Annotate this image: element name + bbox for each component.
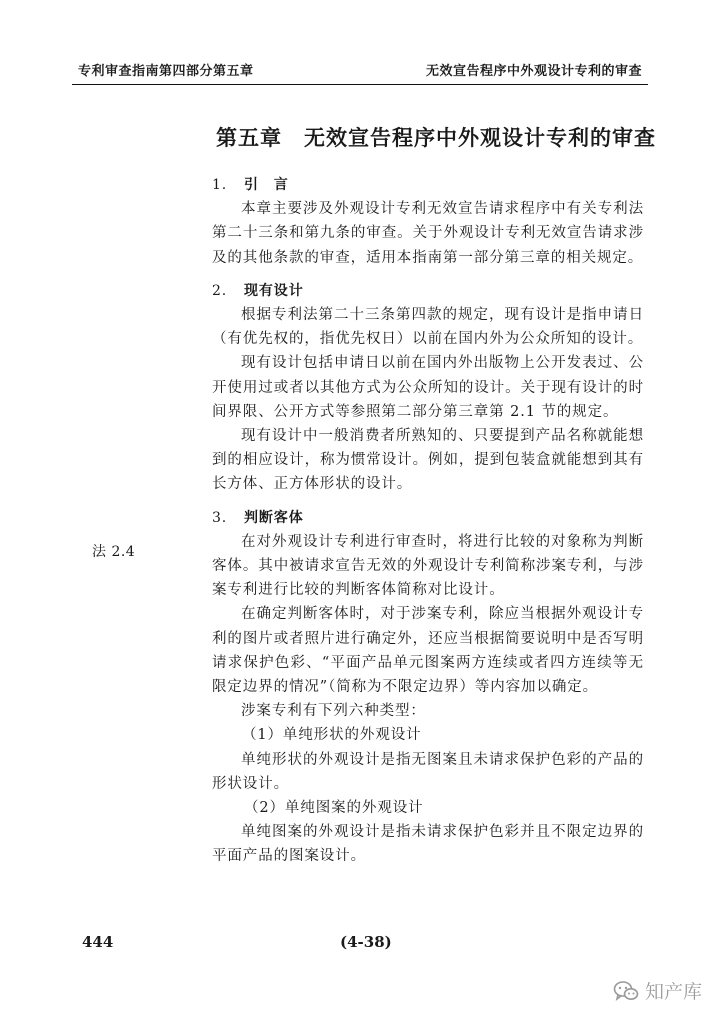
paragraph: 在确定判断客体时，对于涉案专利，除应当根据外观设计专利的图片或者照片进行确定外，还应当根据简要说明中是否写明请求保护色彩、“平面产品单元图案两方连续或者四方连续等无限定边界的情况”（简称为不限定边界）等内容加以确定。 (212, 606, 644, 696)
margin-note: 法 2.4 (92, 544, 136, 560)
section-2 (212, 279, 644, 497)
header-left-text: 专利审查指南第四部分第五章 (78, 64, 254, 79)
section-title: 引 言 (244, 177, 289, 193)
header-divider (72, 84, 648, 85)
paragraph: 本章主要涉及外观设计专利无效宣告请求程序中有关专利法第二十三条和第九条的审查。关于外观设计专利无效宣告请求涉及的其他条款的审查，适用本指南第一部分第三章的相关规定。 (212, 201, 644, 266)
paragraph: 单纯形状的外观设计是指无图案且未请求保护色彩的产品的形状设计。 (212, 751, 644, 792)
paragraph: 现有设计包括申请日以前在国内外出版物上公开发表过、公开使用过或者以其他方式为公众所知的设计。关于现有设计的时间界限、公开方式等参照第二部分第三章第 2.1 节的规定。 (212, 355, 644, 420)
chapter-name: 无效宣告程序中外观设计专利的审查 (304, 126, 656, 150)
body-text (212, 173, 644, 878)
page-number: 444 (82, 933, 114, 951)
running-header (78, 60, 642, 85)
header-right-text: 无效宣告程序中外观设计专利的审查 (425, 64, 642, 79)
section-title: 判断客体 (244, 509, 304, 526)
section-number: 2. (212, 282, 228, 299)
list-item-title: （1）单纯形状的外观设计 (242, 727, 422, 744)
section-number: 1. (212, 177, 228, 193)
section-3 (212, 506, 644, 869)
paragraph: 单纯图案的外观设计是指未请求保护色彩并且不限定边界的平面产品的图案设计。 (212, 824, 644, 865)
watermark-text: 知产库 (644, 981, 702, 1003)
paragraph: 在对外观设计专利进行审查时，将进行比较的对象称为判断客体。其中被请求宣告无效的外观设计专利简称涉案专利，与涉案专利进行比较的判断客体简称对比设计。 (212, 533, 644, 599)
wechat-icon (613, 980, 639, 1002)
section-heading (212, 279, 644, 303)
paragraph: 根据专利法第二十三条第四款的规定，现有设计是指申请日（有优先权的，指优先权日）以前在国内外为公众所知的设计。 (212, 307, 644, 348)
section-title: 现有设计 (244, 282, 304, 299)
chapter-number: 第五章 (216, 126, 282, 150)
list-item-title: （2）单纯图案的外观设计 (244, 800, 424, 817)
watermark (613, 977, 702, 1004)
chapter-title (216, 122, 656, 152)
section-heading (212, 506, 644, 530)
sub-page-number: (4-38) (340, 933, 392, 951)
section-1 (212, 173, 644, 270)
paragraph: 涉案专利有下列六种类型： (241, 703, 426, 720)
section-number: 3. (212, 509, 228, 526)
paragraph: 现有设计中一般消费者所熟知的、只要提到产品名称就能想到的相应设计，称为惯常设计。例如，提到包装盒就能想到其有长方体、正方体形状的设计。 (212, 428, 644, 493)
section-heading (212, 173, 644, 197)
